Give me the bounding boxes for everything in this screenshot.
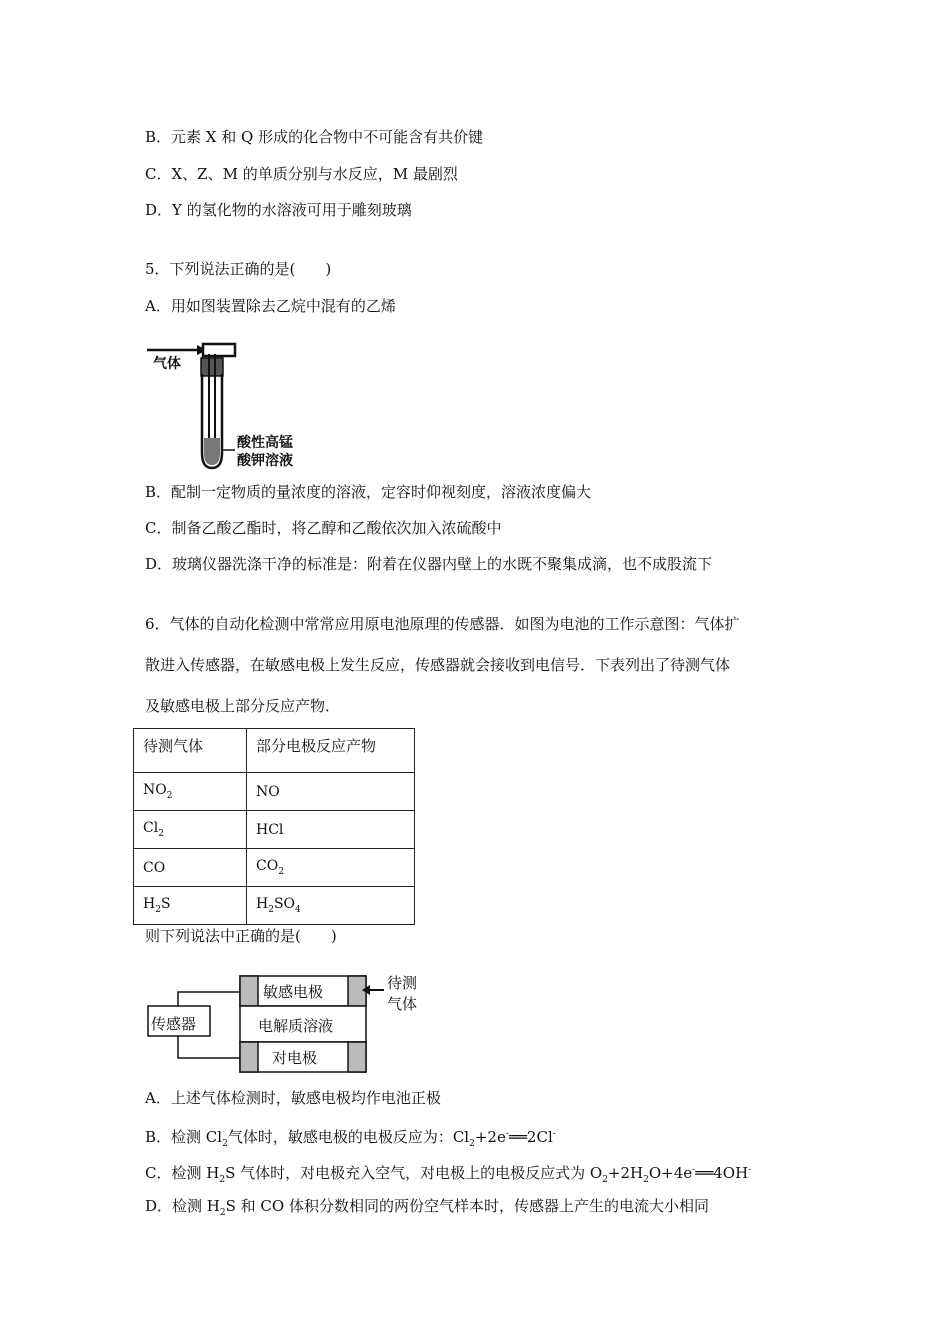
q5-option-b: B．配制一定物质的量浓度的溶液，定容时仰视刻度，溶液浓度偏大 — [145, 483, 592, 501]
gas-in-label-1: 待测 — [387, 974, 418, 992]
table-row — [134, 773, 415, 811]
q6-stem-line-3: 及敏感电极上部分反应产物． — [145, 697, 341, 715]
q6-option-c: C．检测 $H_2S$ 气体时，对电极充入空气，对电极上的电极反应式为 $O_2+2H_2O+4e^-══4OH^-$ — [145, 1164, 752, 1185]
table-row — [134, 811, 415, 849]
table-cell-gas: CO — [134, 849, 247, 887]
gas-table — [133, 728, 415, 925]
q5-option-c: C．制备乙酸乙酯时，将乙醇和乙酸依次加入浓硫酸中 — [145, 519, 502, 537]
q4-option-d: D．Y 的氢化物的水溶液可用于雕刻玻璃 — [145, 201, 412, 219]
q5-option-d: D．玻璃仪器洗涤干净的标准是：附着在仪器内壁上的水既不聚集成滴，也不成股流下 — [145, 555, 713, 573]
table-cell-gas: $H_2S$ — [134, 887, 247, 925]
q6-option-a: A．上述气体检测时，敏感电极均作电池正极 — [145, 1089, 441, 1107]
table-row — [134, 887, 415, 925]
q6-stem-line-2: 散进入传感器，在敏感电极上发生反应，传感器就会接收到电信号．下表列出了待测气体 — [145, 656, 731, 674]
table-row — [134, 849, 415, 887]
q6-option-d: D．检测 $H_2S$ 和 CO 体积分数相同的两份空气样本时，传感器上产生的电流大小相同 — [145, 1197, 709, 1218]
q6-stem-line-1: 6．气体的自动化检测中常常应用原电池原理的传感器．如图为电池的工作示意图：气体扩 — [145, 615, 740, 633]
table-header-gas: 待测气体 — [134, 729, 247, 773]
table-cell-product: NO — [247, 773, 415, 811]
sensor-label: 传感器 — [151, 1015, 197, 1033]
gas-in-label-2: 气体 — [387, 995, 418, 1013]
q4-option-b: B．元素 X 和 Q 形成的化合物中不可能含有共价键 — [145, 128, 484, 146]
test-tube-solution-label-2: 酸钾溶液 — [237, 453, 293, 469]
q6-option-b: B．检测 $Cl_2$气体时，敏感电极的电极反应为：$Cl_2+2e^-══2Cl^-$ — [145, 1128, 556, 1149]
table-cell-product: $H_2SO_4$ — [247, 887, 415, 925]
q6-question: 则下列说法中正确的是( ) — [145, 927, 337, 945]
table-cell-product: HCl — [247, 811, 415, 849]
sensitive-electrode-label: 敏感电极 — [263, 983, 324, 1001]
test-tube-gas-label: 气体 — [153, 356, 181, 372]
table-header-product: 部分电极反应产物 — [247, 729, 415, 773]
q5-option-a: A．用如图装置除去乙烷中混有的乙烯 — [145, 297, 396, 315]
q5-stem: 5．下列说法正确的是( ) — [145, 260, 332, 278]
q4-option-c: C．X、Z、M 的单质分别与水反应，M 最剧烈 — [145, 165, 458, 183]
table-header-row — [134, 729, 415, 773]
table-cell-gas: $NO_2$ — [134, 773, 247, 811]
electrolyte-label: 电解质溶液 — [258, 1017, 334, 1035]
test-tube-solution-label-1: 酸性高锰 — [237, 435, 293, 451]
table-cell-product: $CO_2$ — [247, 849, 415, 887]
counter-electrode-label: 对电极 — [272, 1049, 318, 1067]
table-cell-gas: $Cl_2$ — [134, 811, 247, 849]
